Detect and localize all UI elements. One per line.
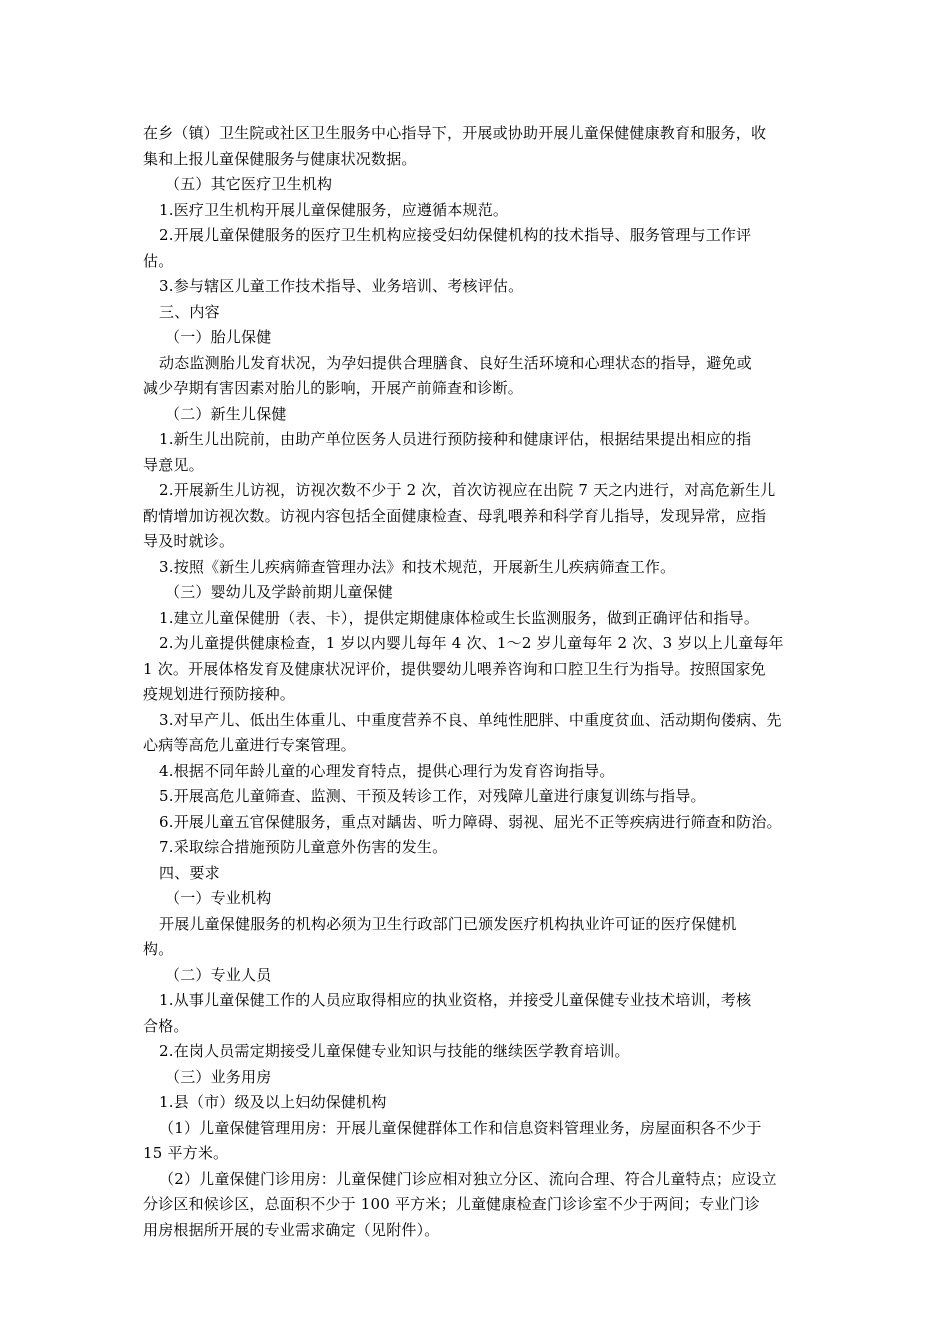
section-heading: （二）专业人员 [165, 965, 272, 984]
text-line: 4.根据不同年龄儿童的心理发育特点，提供心理行为发育咨询指导。 [159, 761, 615, 780]
text-line: 构。 [143, 940, 174, 958]
text-line: 2.开展儿童保健服务的医疗卫生机构应接受妇幼保健机构的技术指导、服务管理与工作评 [159, 226, 752, 244]
text-line: 1.建立儿童保健册（表、卡），提供定期健康体检或生长监测服务，做到正确评估和指导。 [159, 608, 760, 627]
text-line: 导及时就诊。 [143, 532, 235, 550]
text-line: 2.开展新生儿访视，访视次数不少于 2 次，首次访视应在出院 7 天之内进行，对高危新生儿 [159, 481, 776, 499]
text-line: 1 次。开展体格发育及健康状况评价，提供婴幼儿喂养咨询和口腔卫生行为指导。按照国家免 [143, 659, 766, 678]
text-line: 在乡（镇）卫生院或社区卫生服务中心指导下，开展或协助开展儿童保健健康教育和服务，收 [143, 124, 767, 142]
text-line: 1.医疗卫生机构开展儿童保健服务，应遵循本规范。 [159, 200, 509, 219]
text-line: 5.开展高危儿童筛查、监测、干预及转诊工作，对残障儿童进行康复训练与指导。 [159, 787, 706, 805]
text-line: 分诊区和候诊区，总面积不少于 100 平方米；儿童健康检查门诊诊室不少于两间；专业门诊 [143, 1195, 760, 1213]
text-line: 疫规划进行预防接种。 [143, 685, 296, 703]
text-line: 集和上报儿童保健服务与健康状况数据。 [143, 149, 417, 168]
section-heading: （三）业务用房 [165, 1067, 272, 1086]
text-line: 1.从事儿童保健工作的人员应取得相应的执业资格，并接受儿童保健专业技术培训，考核 [159, 991, 752, 1009]
chapter-heading: 三、内容 [159, 302, 220, 321]
document-body [143, 121, 811, 1243]
text-line: （1）儿童保健管理用房：开展儿童保健群体工作和信息资料管理业务，房屋面积各不少于 [159, 1118, 762, 1137]
section-heading: （二）新生儿保健 [165, 404, 287, 423]
text-line: 心病等高危儿童进行专案管理。 [143, 736, 356, 754]
text-line: 酌情增加访视次数。访视内容包括全面健康检查、母乳喂养和科学育儿指导，发现异常，应指 [143, 506, 767, 525]
text-line: 1.县（市）级及以上妇幼保健机构 [159, 1093, 387, 1111]
text-line: 3.按照《新生儿疾病筛查管理办法》和技术规范，开展新生儿疾病筛查工作。 [159, 557, 676, 576]
text-line: 减少孕期有害因素对胎儿的影响，开展产前筛查和诊断。 [143, 379, 524, 397]
text-line: 导意见。 [143, 455, 204, 474]
text-line: 6.开展儿童五官保健服务，重点对龋齿、听力障碍、弱视、屈光不正等疾病进行筛查和防治。 [159, 812, 782, 831]
text-line: 7.采取综合措施预防儿童意外伤害的发生。 [159, 838, 448, 856]
text-line: 3.对早产儿、低出生体重儿、中重度营养不良、单纯性肥胖、中重度贫血、活动期佝偻病、先 [159, 710, 782, 729]
text-line: 用房根据所开展的专业需求确定（见附件）。 [143, 1220, 440, 1239]
text-line: 1.新生儿出院前，由助产单位医务人员进行预防接种和健康评估，根据结果提出相应的指 [159, 430, 752, 448]
section-heading: （一）专业机构 [165, 889, 272, 907]
text-line: 估。 [143, 251, 174, 270]
text-line: 开展儿童保健服务的机构必须为卫生行政部门已颁发医疗机构执业许可证的医疗保健机 [159, 914, 737, 933]
text-line: 15 平方米。 [143, 1144, 229, 1162]
text-line: 3.参与辖区儿童工作技术指导、业务培训、考核评估。 [159, 277, 524, 295]
text-line: 合格。 [143, 1016, 189, 1035]
section-heading: （三）婴幼儿及学龄前期儿童保健 [165, 583, 394, 601]
text-line: （2）儿童保健门诊用房：儿童保健门诊应相对独立分区、流向合理、符合儿童特点；应设立 [159, 1169, 777, 1188]
chapter-heading: 四、要求 [159, 863, 220, 882]
text-line: 2.为儿童提供健康检查，1 岁以内婴儿每年 4 次、1～2 岁儿童每年 2 次、3 岁以上儿童每年 [159, 634, 784, 652]
section-heading: （一）胎儿保健 [165, 328, 272, 346]
text-line: 2.在岗人员需定期接受儿童保健专业知识与技能的继续医学教育培训。 [159, 1042, 630, 1060]
text-line: 动态监测胎儿发育状况，为孕妇提供合理膳食、良好生活环境和心理状态的指导，避免或 [159, 353, 752, 372]
section-heading: （五）其它医疗卫生机构 [165, 175, 333, 193]
